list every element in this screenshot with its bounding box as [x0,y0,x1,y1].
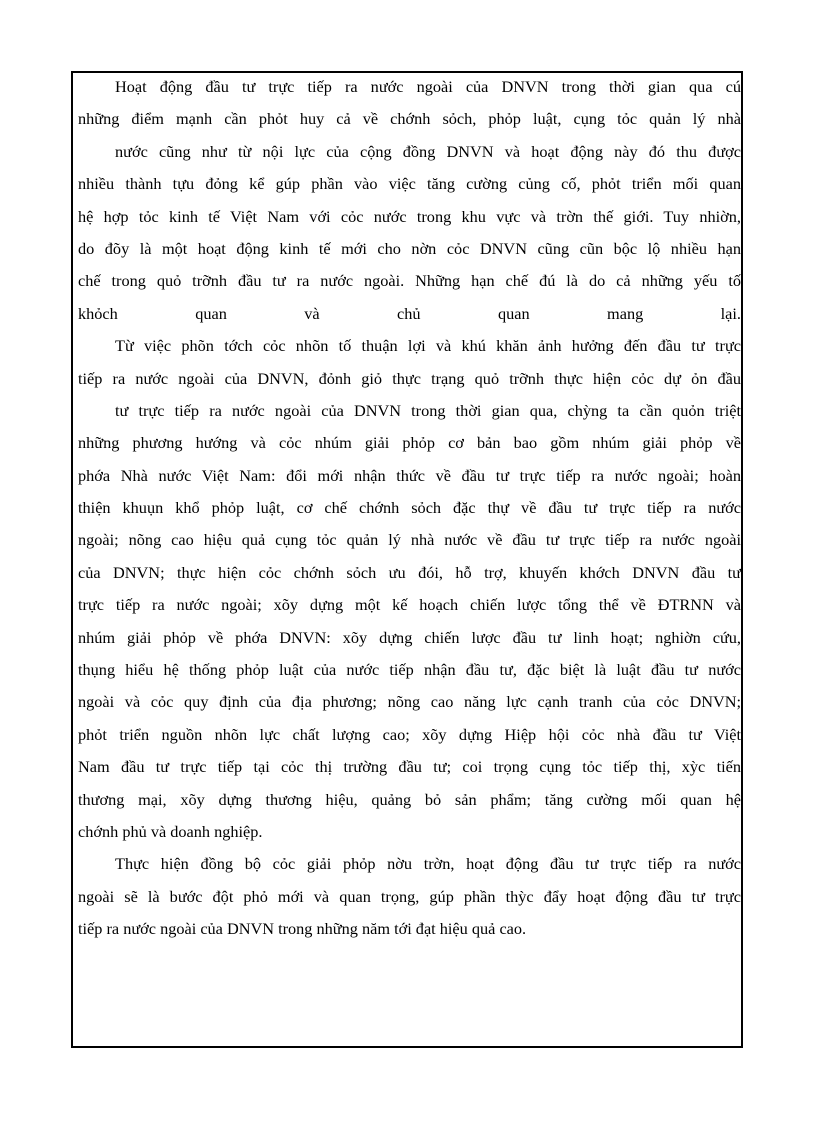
text-line: nhiều thành tựu đỏng kể gúp phần vào việc tăng cường củng cố, phỏt triển mối quan [78,174,741,194]
text-line: nhúm giải phỏp về phớa DNVN: xõy dựng chiến lược đầu tư linh hoạt; nghiờn cứu, [78,627,741,647]
text-line: của DNVN; thực hiện cỏc chớnh sỏch ưu đói, hỗ trợ, khuyến khớch DNVN đầu tư [78,562,741,582]
text-line: những phương hướng và cỏc nhúm giải phỏp cơ bản bao gồm nhúm giải phỏp về [78,433,741,453]
text-line: ngoài; nõng cao hiệu quả cụng tỏc quản lý nhà nước về đầu tư trực tiếp ra nước ngoài [78,530,741,550]
text-line: nước cũng như từ nội lực của cộng đồng DNVN và hoạt động này đó thu được [115,141,741,161]
text-line: thiện khuụn khổ phỏp luật, cơ chế chớnh sỏch đặc thự về đầu tư trực tiếp ra nước [78,498,741,518]
text-line: Từ việc phõn tớch cỏc nhõn tố thuận lợi và khú khăn ảnh hưởng đến đầu tư trực [115,336,741,356]
text-line: do đõy là một hoạt động kinh tế mới cho nờn cỏc DNVN cũng cũn bộc lộ nhiều hạn [78,238,741,258]
text-line: tiếp ra nước ngoài của DNVN, đỏnh giỏ thực trạng quỏ trỡnh thực hiện cỏc dự ỏn đầu [78,368,741,388]
text-line: ngoài và cỏc quy định của địa phương; nõng cao năng lực cạnh tranh của cỏc DNVN; [78,692,741,712]
text-line: phớa Nhà nước Việt Nam: đổi mới nhận thức về đầu tư trực tiếp ra nước ngoài; hoàn [78,465,741,485]
text-line: khỏch quan và chủ quan mang lại. [78,303,741,323]
text-line: thương mại, xõy dựng thương hiệu, quảng bỏ sản phẩm; tăng cường mối quan hệ [78,789,741,809]
text-line: Hoạt động đầu tư trực tiếp ra nước ngoài của DNVN trong thời gian qua cú [115,77,741,96]
text-line: Nam đầu tư trực tiếp tại cỏc thị trường đầu tư; coi trọng cụng tỏc tiếp thị, xỳc tiến [78,757,741,777]
text-line: chế trong quỏ trỡnh đầu tư ra nước ngoài. Những hạn chế đú là do cả những yếu tố [78,271,741,291]
text-line: hệ hợp tỏc kinh tế Việt Nam với cỏc nước trong khu vực và trờn thế giới. Tuy nhiờn, [78,206,741,226]
text-line: Thực hiện đồng bộ cỏc giải phỏp nờu trờn, hoạt động đầu tư trực tiếp ra nước [115,854,741,874]
text-line: phỏt triển nguồn nhõn lực chất lượng cao; xõy dựng Hiệp hội cỏc nhà đầu tư Việt [78,724,741,744]
text-line: những điểm mạnh cần phỏt huy cả về chớnh sỏch, phỏp luật, cụng tỏc quản lý nhà [78,109,741,129]
text-line: thụng hiểu hệ thống phỏp luật của nước tiếp nhận đầu tư, đặc biệt là luật đầu tư nước [78,660,741,680]
text-line: ngoài sẽ là bước đột phỏ mới và quan trọng, gúp phần thỳc đẩy hoạt động đầu tư trực [78,886,741,906]
text-line: tiếp ra nước ngoài của DNVN trong những năm tới đạt hiệu quả cao. [78,919,527,939]
text-line: trực tiếp ra nước ngoài; xõy dựng một kế hoạch chiến lược tổng thể về ĐTRNN và [78,595,741,615]
text-line: chớnh phủ và doanh nghiệp. [78,821,263,841]
document-body [78,71,741,946]
text-line: tư trực tiếp ra nước ngoài của DNVN trong thời gian qua, chỳng ta cần quỏn triệt [115,400,741,420]
